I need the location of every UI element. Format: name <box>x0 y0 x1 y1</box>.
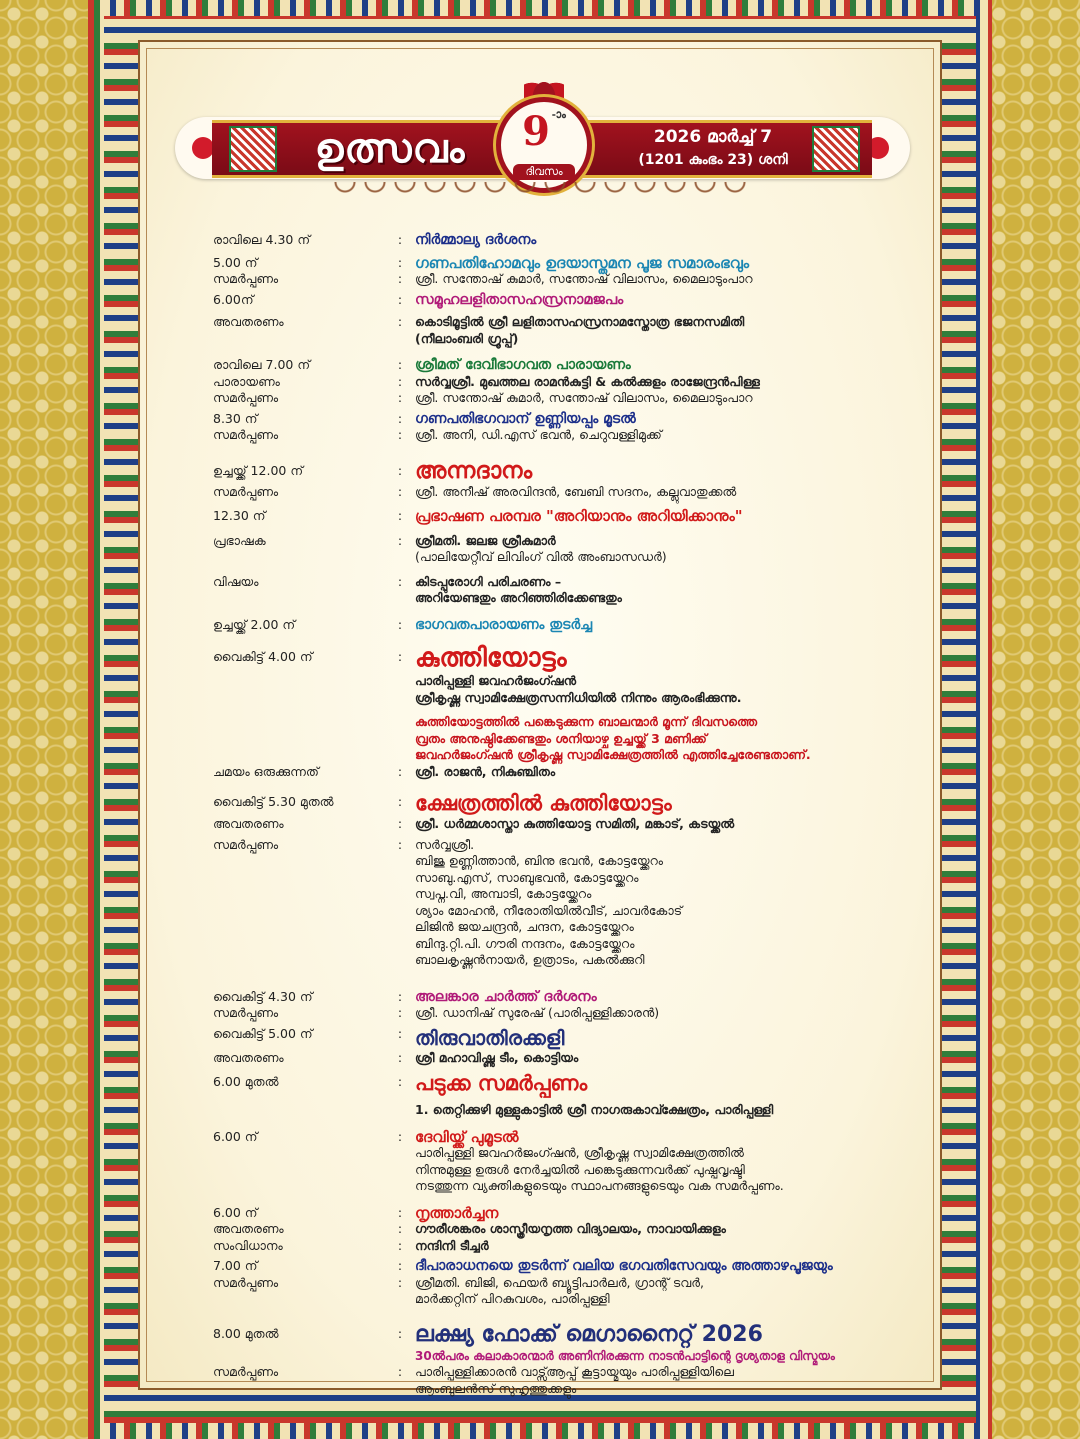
swirl-ornament <box>330 182 750 212</box>
time-label: രാവിലെ 4.30 ന് <box>213 232 311 247</box>
time-label: വൈകിട്ട് 5.30 മുതൽ <box>213 794 334 809</box>
role-label: അവതരണം <box>213 1221 284 1236</box>
schedule-row <box>213 1221 893 1238</box>
lotus-icon <box>524 70 564 98</box>
time-label: 5.00 ന് <box>213 254 258 270</box>
detail-line: പാരിപ്പള്ളി ജവഹർജംഗ്ഷൻ, ശ്രീകൃഷ്ണ സ്വാമിക്ഷേത്രത്തിൽ <box>415 1145 744 1160</box>
schedule-row <box>213 1129 893 1195</box>
colon: : <box>397 1025 403 1041</box>
date-malayalam: (1201 കുംഭം 23) ശനി <box>638 152 788 168</box>
colon: : <box>397 508 403 523</box>
schedule-row <box>213 837 893 969</box>
role-label: സമർപ്പണം <box>213 483 279 499</box>
colon: : <box>397 1325 403 1341</box>
event-detail <box>415 533 893 566</box>
sponsor-line: സർവ്വശ്രീ. <box>415 836 475 852</box>
event-detail: ശ്രീ. സന്തോഷ് കുമാർ, സന്തോഷ് വിലാസം, മൈലാടുംപാറ <box>415 390 753 405</box>
event-title: സമൂഹലളിതാസഹസ്രനാമജപം <box>415 291 624 308</box>
event-title: തിരുവാതിരക്കളി <box>415 1025 565 1050</box>
schedule-row <box>213 1102 893 1119</box>
colon: : <box>397 1128 403 1144</box>
time-label: 8.30 ന് <box>213 410 258 426</box>
schedule-row <box>213 1238 893 1255</box>
ornament-motif-icon <box>229 126 277 172</box>
role-label: അവതരണം <box>213 816 284 831</box>
event-detail: ശ്രീ. ധർമ്മശാസ്താ കുത്തിയോട്ട സമിതി, മങ്കാട്, കടയ്ക്കൽ <box>415 816 735 831</box>
role-label: അവതരണം <box>213 1049 284 1065</box>
schedule-row <box>213 764 893 781</box>
schedule-row <box>213 1050 893 1067</box>
event-detail: ഗൗരീശങ്കരം ശാസ്ത്രീയനൃത്ത വിദ്യാലയം, നാവായിക്കുളം <box>415 1221 726 1236</box>
schedule-row <box>213 314 893 347</box>
schedule-row <box>213 374 893 391</box>
colon: : <box>397 462 403 478</box>
colon: : <box>397 254 403 270</box>
event-title: ക്ഷേത്രത്തിൽ കുത്തിയോട്ടം <box>415 791 672 815</box>
colon: : <box>397 390 403 405</box>
detail-line: ശ്രീമതി. ജലജ ശ്രീകുമാർ <box>415 532 556 548</box>
schedule-row <box>213 533 893 566</box>
colon: : <box>397 573 403 589</box>
colon: : <box>397 763 403 779</box>
day-label: ദിവസം <box>513 164 575 180</box>
schedule-row <box>213 1205 893 1222</box>
schedule-row <box>213 390 893 407</box>
colon: : <box>397 410 403 426</box>
sponsor-line: സ്വപ്ന.വി, അമ്പാടി, കോട്ടയ്ക്കേറം <box>415 886 592 901</box>
schedule-row <box>213 1005 893 1022</box>
detail-line: കിടപ്പുരോഗി പരിചരണം – <box>415 573 562 589</box>
schedule-row <box>213 357 893 374</box>
colon: : <box>397 988 403 1004</box>
event-detail: ശ്രീ. അനീഷ് അരവിന്ദൻ, ബേബി സദനം, കല്ലുവാതുക്കൽ <box>415 483 737 499</box>
sponsor-line: സാബു.എസ്, സാബുഭവൻ, കോട്ടയ്ക്കേറം <box>415 869 639 885</box>
schedule-row <box>213 1026 893 1050</box>
colon: : <box>397 794 403 809</box>
schedule-row <box>213 1275 893 1308</box>
date-block <box>628 125 798 171</box>
time-label: 6.00 ന് <box>213 1204 258 1220</box>
schedule-row <box>213 1364 893 1397</box>
role-label: സംവിധാനം <box>213 1237 283 1253</box>
event-title: ദീപാരാധനയെ തുടർന്ന് വലിയ ഭഗവതിസേവയും അത്താഴപൂജയും <box>415 1258 833 1274</box>
detail-line: നടത്തുന്ന വ്യക്തികളുടെയും സ്ഥാപനങ്ങളുടെയും വക സമർപ്പണം. <box>415 1178 784 1193</box>
event-detail <box>415 1129 893 1195</box>
time-label: 7.00 ന് <box>213 1258 258 1273</box>
event-detail: ശ്രീ. രാജൻ, നികുഞ്ചിതം <box>415 763 556 779</box>
colon: : <box>397 1364 403 1379</box>
note-line: ജവഹർജംഗ്ഷൻ ശ്രീകൃഷ്ണ സ്വാമിക്ഷേത്രത്തിൽ എത്തിച്ചേരേണ്ടതാണ്. <box>415 747 811 762</box>
detail-line: പാരിപ്പള്ളി ജവഹർജംഗ്ഷൻ <box>415 673 577 688</box>
detail-line: ശ്രീമതി. ബിജി, ഫെയർ ബ്യൂട്ടിപാർലർ, ഗ്രാന്റ് ടവർ, <box>415 1274 704 1290</box>
time-label: 6.00 ന് <box>213 1128 258 1144</box>
schedule-row <box>213 574 893 607</box>
date-gregorian: 2026 മാർച്ച് 7 <box>653 127 773 147</box>
time-label: 12.30 ന് <box>213 508 266 523</box>
event-title: ഗണപതിഹോമവും ഉദയാസ്തമന പൂജ സമാരംഭവും <box>415 253 750 272</box>
sponsor-line: ബാലകൃഷ്ണൻനായർ, ഉത്രാടം, പകൽക്കുറി <box>415 952 645 967</box>
sponsor-line: ബിജു ഉണ്ണിത്താൻ, ബിനു ഭവൻ, കോട്ടയ്ക്കേറം <box>415 853 664 868</box>
colon: : <box>397 291 403 307</box>
event-detail <box>415 1322 893 1365</box>
colon: : <box>397 232 403 247</box>
event-title: അന്നദാനം <box>415 457 533 484</box>
event-title: ഭാഗവതപാരായണം തുടർച്ച <box>415 616 593 633</box>
note-line: കുത്തിയോട്ടത്തിൽ പങ്കെടുക്കുന്ന ബാലന്മാർ മൂന്ന് ദിവസത്തെ <box>415 714 758 729</box>
colon: : <box>397 271 403 286</box>
event-detail: ശ്രീ. സന്തോഷ് കുമാർ, സന്തോഷ് വിലാസം, മൈലാടുംപാറ <box>415 271 753 286</box>
event-detail <box>415 1275 893 1308</box>
colon: : <box>397 616 403 632</box>
detail-line: മാർക്കറ്റിന് പിറകുവശം, പാരിപ്പള്ളി <box>415 1291 610 1306</box>
event-title: ശ്രീമത് ദേവീഭാഗവത പാരായണം <box>415 357 631 373</box>
participation-note <box>415 714 893 764</box>
schedule-row <box>213 989 893 1006</box>
event-title: ലക്ഷ്യ ഫോക്ക് മെഗാനൈറ്റ് 2026 <box>415 1321 763 1347</box>
role-label: സമർപ്പണം <box>213 1005 279 1020</box>
colon: : <box>397 649 403 664</box>
colon: : <box>397 1274 403 1290</box>
detail-line: പാരിപ്പള്ളിക്കാരൻ വാട്സ്ആപ്പ് കൂട്ടായ്മയും പാരിപ്പള്ളിയിലെ <box>415 1364 734 1379</box>
colon: : <box>397 816 403 831</box>
detail-line: അറിയേണ്ടതും അറിഞ്ഞിരിക്കേണ്ടതും <box>415 590 622 605</box>
time-label: വൈകിട്ട് 4.30 ന് <box>213 988 313 1004</box>
detail-line: (പാലിയേറ്റീവ് ലിവിംഗ് വിൽ അംബാസഡർ) <box>415 549 667 564</box>
detail-line: നിന്നുമുള്ള ഉരുൾ നേർച്ചയിൽ പങ്കെടുക്കുന്നവർക്ക് പുഷ്പവൃഷ്ടി <box>415 1161 745 1177</box>
schedule-row <box>213 255 893 272</box>
event-detail: നന്ദിനി ടീച്ചർ <box>415 1237 489 1253</box>
schedule-row <box>213 508 893 525</box>
role-label: സമർപ്പണം <box>213 271 279 286</box>
event-detail: സർവ്വശ്രീ. മുഖത്തല രാമൻകുട്ടി & കൽക്കുളം രാജേന്ദ്രൻപിള്ള <box>415 373 760 389</box>
schedule-row <box>213 232 893 249</box>
event-detail <box>415 1364 893 1397</box>
colon: : <box>397 1237 403 1253</box>
role-label: ചമയം ഒരുക്കുന്നത് <box>213 763 319 779</box>
event-detail <box>415 314 893 347</box>
role-label: പ്രഭാഷക <box>213 532 266 548</box>
detail-line: ആംബുലൻസ് സുഹൃത്തുക്കളും <box>415 1380 577 1396</box>
left-lace-border <box>0 0 95 1439</box>
colon: : <box>397 1074 403 1089</box>
role-label: വിഷയം <box>213 573 259 589</box>
schedule-row <box>213 643 893 706</box>
colon: : <box>397 357 403 372</box>
schedule-row <box>213 1258 893 1275</box>
event-title: കുത്തിയോട്ടം <box>415 643 567 673</box>
sponsor-list <box>415 837 893 969</box>
sponsor-line: ബിന്ദു.റ്റി.പി. ഗൗരി നന്ദനം, കോട്ടയ്ക്കേറം <box>415 935 635 951</box>
event-detail <box>415 643 893 706</box>
schedule-row <box>213 411 893 428</box>
role-label: സമർപ്പണം <box>213 427 279 442</box>
role-label: സമർപ്പണം <box>213 836 279 852</box>
colon: : <box>397 373 403 389</box>
colon: : <box>397 1049 403 1065</box>
day-number: 9 <box>522 108 550 155</box>
time-label: വൈകിട്ട് 4.00 ന് <box>213 649 313 664</box>
event-title: ഗണപതിഭഗവാന് ഉണ്ണിയപ്പം മൂടൽ <box>415 410 636 427</box>
event-title: പ്രഭാഷണ പരമ്പര "അറിയാനും അറിയിക്കാനും" <box>415 507 743 525</box>
colon: : <box>397 1005 403 1020</box>
schedule-note <box>213 714 893 764</box>
event-tagline: 30ൽപരം കലാകാരന്മാർ അണിനിരക്കുന്ന നാടൻപാട്ടിന്റെ ദൃശ്യതാള വിസ്മയം <box>415 1348 835 1363</box>
schedule-row <box>213 816 893 833</box>
schedule-row <box>213 427 893 444</box>
sponsor-line: ശ്യാം മോഹൻ, നീരോതിയിൽവീട്, ചാവർകോട് <box>415 902 683 918</box>
role-label: പാരായണം <box>213 373 280 389</box>
schedule-row <box>213 790 893 816</box>
time-label: 8.00 മുതൽ <box>213 1325 279 1341</box>
colon: : <box>397 836 403 852</box>
colon: : <box>397 1221 403 1236</box>
colon: : <box>397 314 403 329</box>
red-dot-icon <box>192 137 214 159</box>
time-label: രാവിലെ 7.00 ന് <box>213 357 311 372</box>
event-title: പടുക്ക സമർപ്പണം <box>415 1071 588 1095</box>
colon: : <box>397 483 403 499</box>
detail-line: (നീലാംബരി ഗ്രൂപ്പ്) <box>415 330 519 346</box>
event-detail <box>415 574 893 607</box>
detail-line: ശ്രീകൃഷ്ണ സ്വാമിക്ഷേത്രസന്നിധിയിൽ നിന്നും ആരംഭിക്കുന്നു. <box>415 689 742 705</box>
day-number-wrap <box>501 108 587 155</box>
detail-line: കൊടിമൂട്ടിൽ ശ്രീ ലളിതാസഹസ്രനാമസ്തോത്ര ഭജനസമിതി <box>415 314 745 329</box>
role-label: സമർപ്പണം <box>213 1364 279 1379</box>
schedule-row <box>213 1070 893 1096</box>
right-lace-border <box>985 0 1080 1439</box>
schedule-row <box>213 271 893 288</box>
time-label: 6.00 മുതൽ <box>213 1074 279 1089</box>
time-label: ഉച്ചയ്ക്ക് 2.00 ന് <box>213 616 296 632</box>
colon: : <box>397 1204 403 1220</box>
time-label: വൈകിട്ട് 5.00 ന് <box>213 1025 313 1041</box>
ornament-motif-icon <box>812 126 860 172</box>
event-title: നിർമ്മാല്യ ദർശനം <box>415 232 537 248</box>
role-label: അവതരണം <box>213 314 284 329</box>
event-detail: ശ്രീ മഹാവിഷ്ണു ടീം, കൊട്ടിയം <box>415 1049 579 1065</box>
role-label: സമർപ്പണം <box>213 390 279 405</box>
role-label: സമർപ്പണം <box>213 1274 279 1290</box>
colon: : <box>397 1258 403 1273</box>
event-detail: ശ്രീ. അനി, ഡി.എസ് ഭവൻ, ചെറുവള്ളിമുക്ക് <box>415 427 662 442</box>
event-title: നൃത്താർച്ചന <box>415 1203 499 1222</box>
event-detail: ശ്രീ. ഡാനിഷ് സുരേഷ് (പാരിപ്പള്ളിക്കാരൻ) <box>415 1005 660 1020</box>
event-title: ദേവിയ്ക്ക് പുമൂടൽ <box>415 1127 519 1146</box>
day-medal <box>496 97 592 193</box>
schedule <box>213 232 893 1397</box>
colon: : <box>397 532 403 548</box>
event-detail: 1. തെറ്റിക്കുഴി മുള്ളുകാട്ടിൽ ശ്രീ നാഗരുകാവ്ക്ഷേത്രം, പാരിപ്പള്ളി <box>415 1102 774 1117</box>
colon: : <box>397 427 403 442</box>
festival-title: ഉത്സവം <box>314 125 466 172</box>
sponsor-line: ലിജിൻ ജയചന്ദ്രൻ, ചന്ദന, കോട്ടയ്ക്കേറം <box>415 919 634 934</box>
time-label: ഉച്ചയ്ക്ക് 12.00 ന് <box>213 462 304 478</box>
time-label: 6.00ന് <box>213 291 254 307</box>
day-suffix: -ാം <box>552 108 566 121</box>
note-line: വ്രതം അനുഷ്ഠിക്കേണ്ടതും ശനിയാഴ്ച ഉച്ചയ്ക്ക് 3 മണിക്ക് <box>415 730 707 746</box>
event-title: അലങ്കാര ചാർത്ത് ദർശനം <box>415 988 597 1005</box>
schedule-row <box>213 292 893 309</box>
schedule-row <box>213 458 893 484</box>
schedule-row <box>213 484 893 501</box>
schedule-row <box>213 617 893 634</box>
schedule-row <box>213 1322 893 1365</box>
